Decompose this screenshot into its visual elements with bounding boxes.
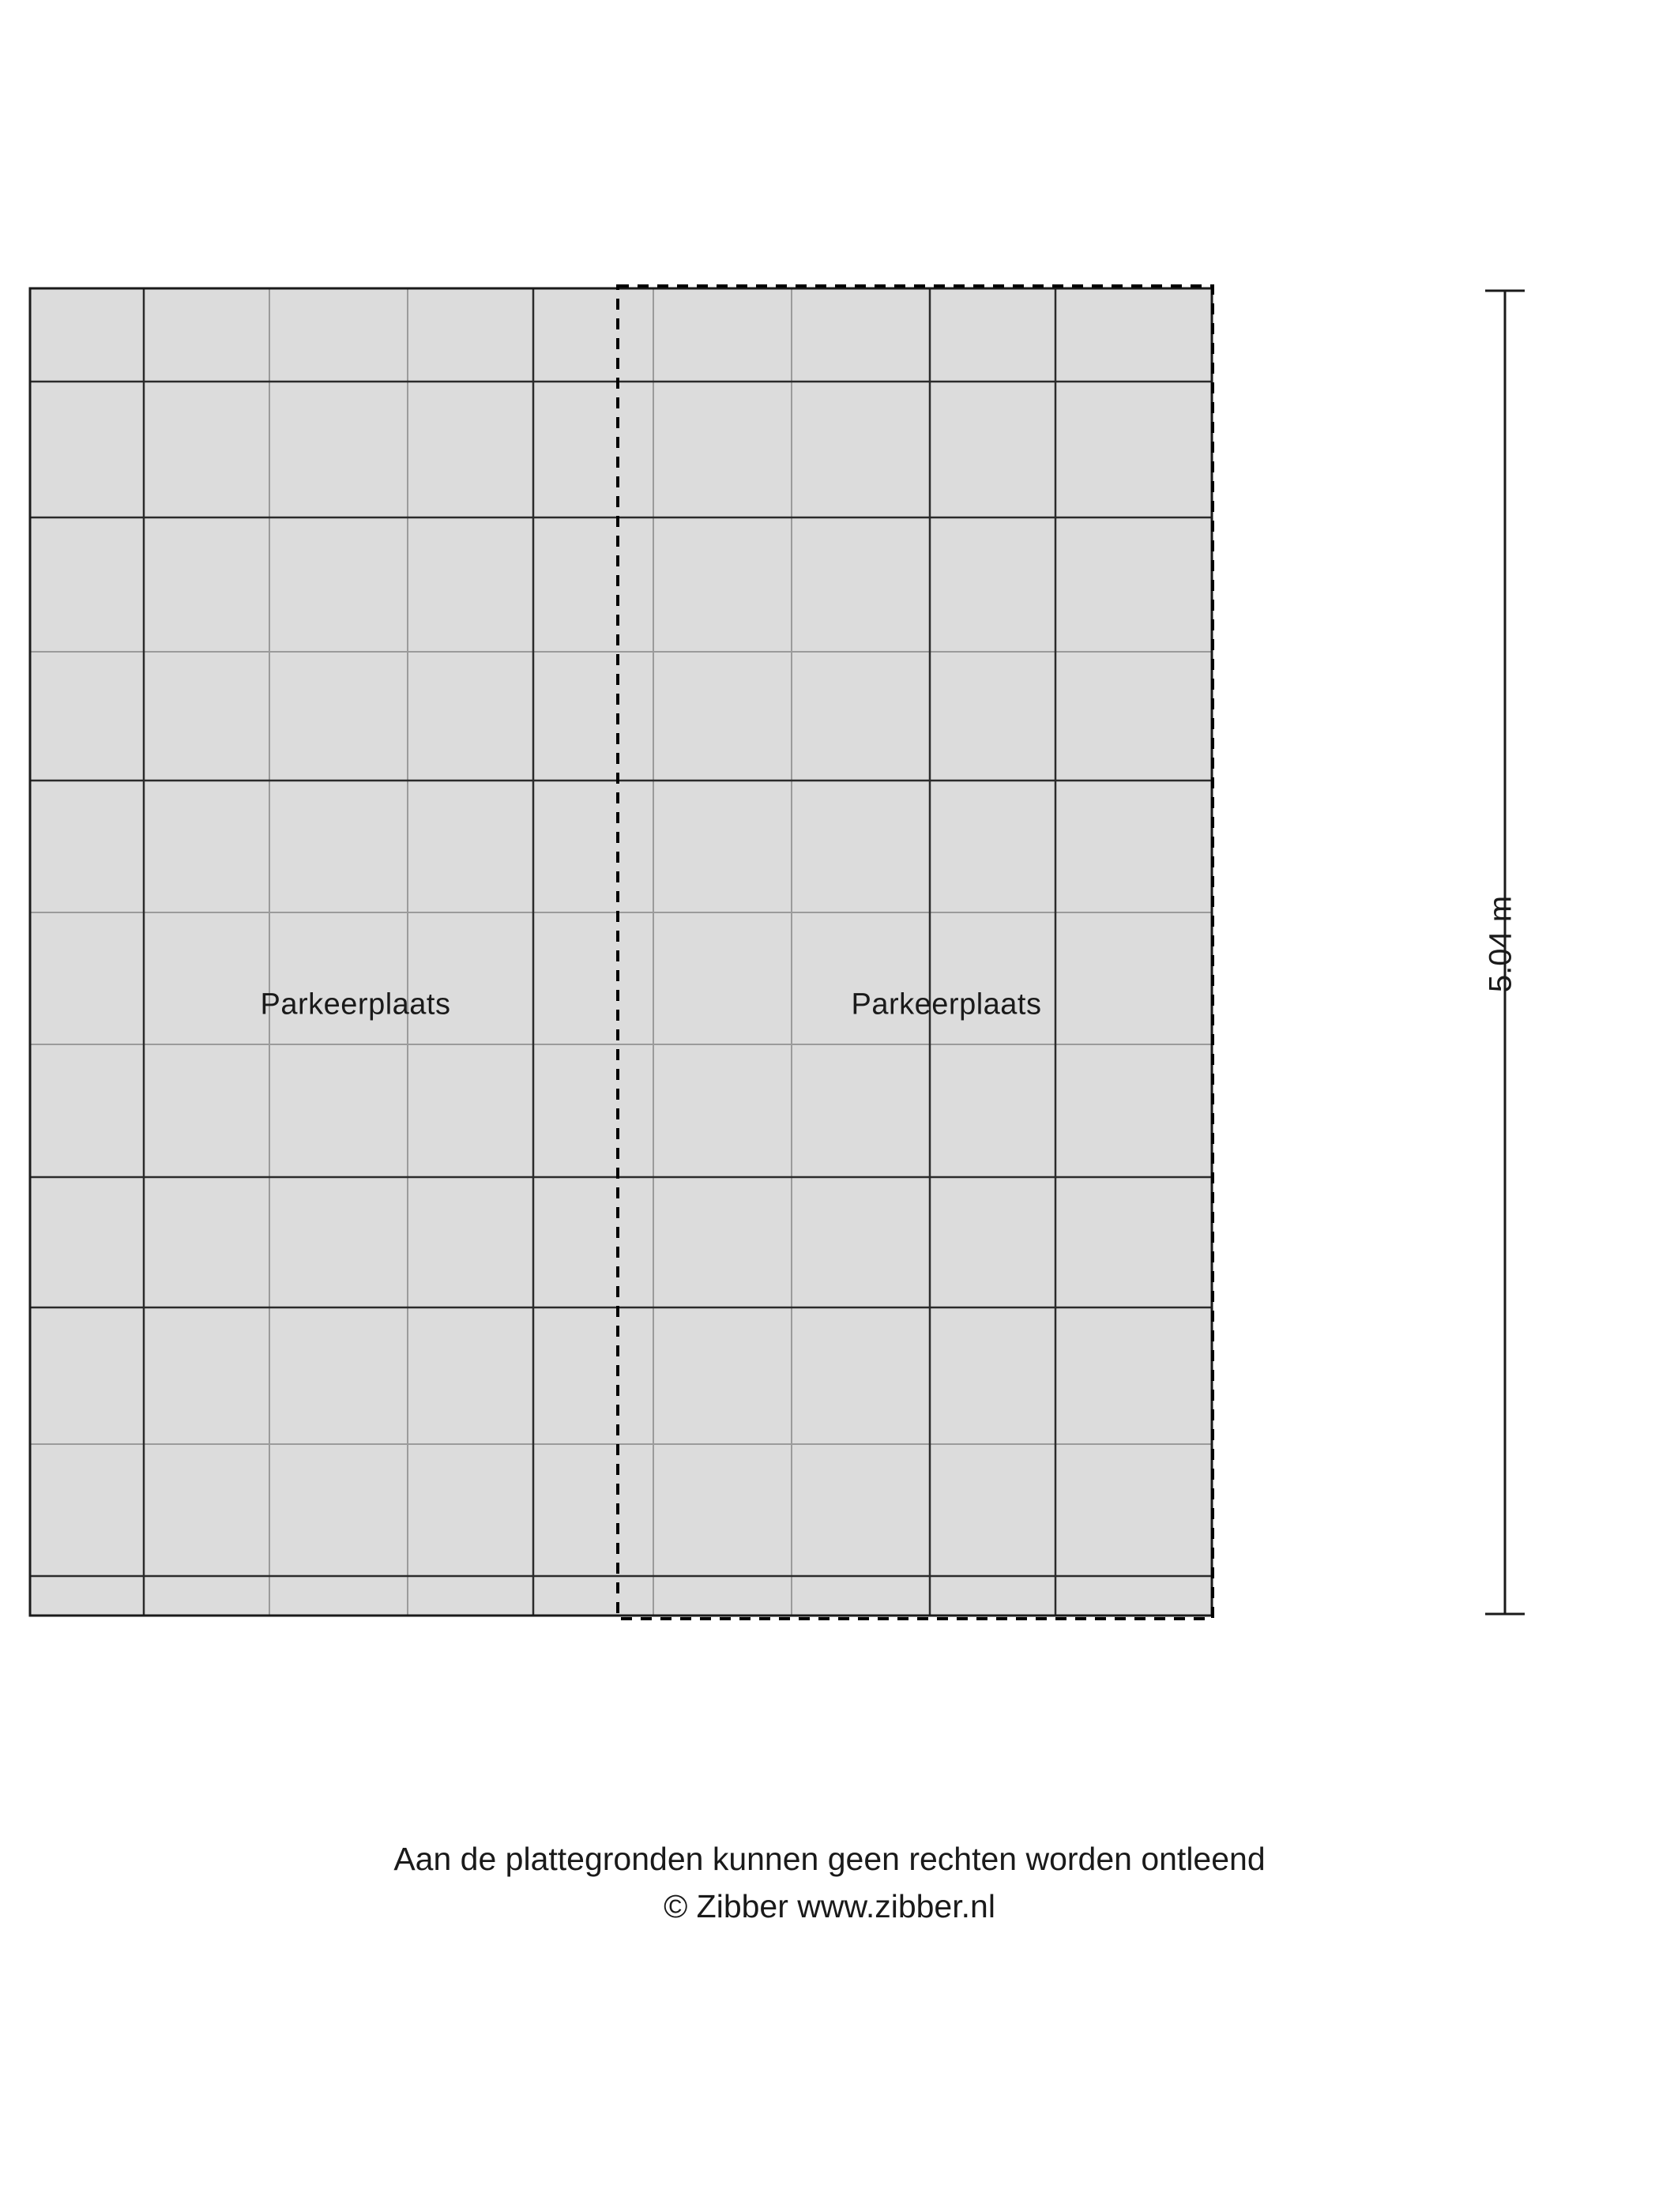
room-label-parkeerplaats-left: Parkeerplaats [260, 988, 451, 1021]
footer-copyright: © Zibber www.zibber.nl [664, 1888, 995, 1924]
room-label-parkeerplaats-right: Parkeerplaats [851, 988, 1042, 1021]
footer-disclaimer: Aan de plattegronden kunnen geen rechten worden ontleend [393, 1841, 1266, 1877]
dimension-label-overall-height: 5.04 m [1483, 895, 1518, 993]
parking-area-fill [30, 288, 1212, 1616]
